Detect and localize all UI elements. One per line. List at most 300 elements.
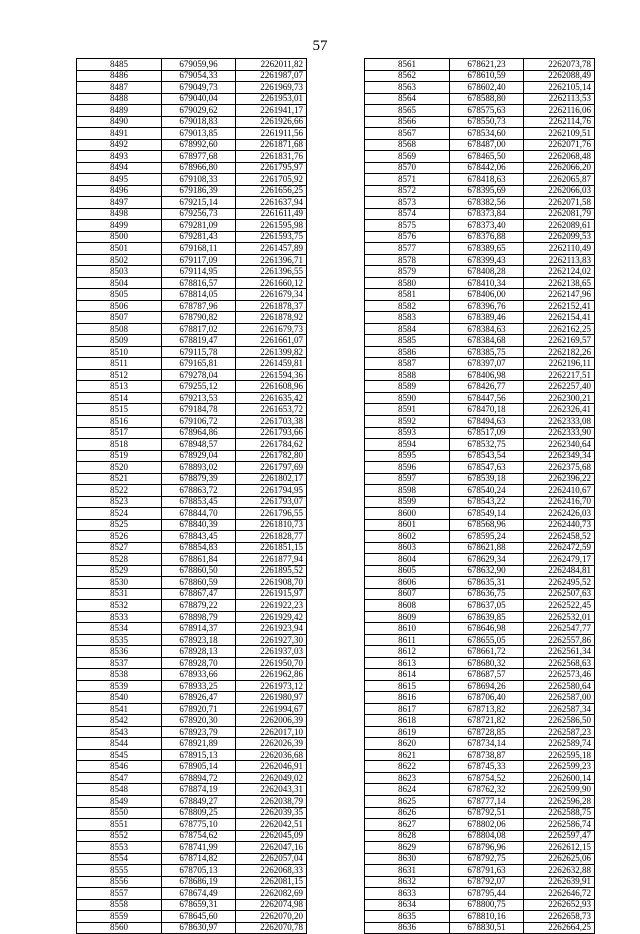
x-coordinate-cell: 678397,07 bbox=[450, 358, 524, 370]
table-row bbox=[77, 358, 307, 370]
table-row bbox=[365, 197, 595, 209]
y-coordinate-cell: 2262507,63 bbox=[524, 588, 595, 600]
table-row bbox=[77, 392, 307, 404]
x-coordinate-cell: 678630,97 bbox=[162, 922, 236, 934]
table-row bbox=[365, 473, 595, 485]
x-coordinate-cell: 678406,00 bbox=[450, 289, 524, 301]
y-coordinate-cell: 2261923,94 bbox=[236, 623, 307, 635]
y-coordinate-cell: 2262154,41 bbox=[524, 312, 595, 324]
table-row bbox=[365, 323, 595, 335]
y-coordinate-cell: 2262479,17 bbox=[524, 554, 595, 566]
y-coordinate-cell: 2261878,37 bbox=[236, 300, 307, 312]
x-coordinate-cell: 678762,32 bbox=[450, 784, 524, 796]
table-row bbox=[77, 623, 307, 635]
table-row bbox=[365, 381, 595, 393]
x-coordinate-cell: 678373,84 bbox=[450, 208, 524, 220]
y-coordinate-cell: 2262658,73 bbox=[524, 911, 595, 923]
table-row bbox=[77, 600, 307, 612]
x-coordinate-cell: 678977,68 bbox=[162, 151, 236, 163]
point-number-cell: 8562 bbox=[365, 70, 450, 82]
x-coordinate-cell: 678777,14 bbox=[450, 796, 524, 808]
y-coordinate-cell: 2261950,70 bbox=[236, 657, 307, 669]
x-coordinate-cell: 679281,09 bbox=[162, 220, 236, 232]
x-coordinate-cell: 678921,89 bbox=[162, 738, 236, 750]
point-number-cell: 8565 bbox=[365, 105, 450, 117]
point-number-cell: 8524 bbox=[77, 508, 162, 520]
table-row bbox=[365, 266, 595, 278]
x-coordinate-cell: 679281,43 bbox=[162, 231, 236, 243]
y-coordinate-cell: 2261915,97 bbox=[236, 588, 307, 600]
table-row bbox=[77, 254, 307, 266]
x-coordinate-cell: 678389,46 bbox=[450, 312, 524, 324]
x-coordinate-cell: 678384,63 bbox=[450, 323, 524, 335]
y-coordinate-cell: 2262105,14 bbox=[524, 82, 595, 94]
point-number-cell: 8584 bbox=[365, 323, 450, 335]
point-number-cell: 8556 bbox=[77, 876, 162, 888]
table-row bbox=[365, 542, 595, 554]
y-coordinate-cell: 2262068,33 bbox=[236, 865, 307, 877]
table-row bbox=[77, 784, 307, 796]
point-number-cell: 8635 bbox=[365, 911, 450, 923]
table-row bbox=[77, 116, 307, 128]
x-coordinate-cell: 678844,70 bbox=[162, 508, 236, 520]
point-number-cell: 8536 bbox=[77, 646, 162, 658]
x-coordinate-cell: 678621,88 bbox=[450, 542, 524, 554]
point-number-cell: 8555 bbox=[77, 865, 162, 877]
x-coordinate-cell: 678905,14 bbox=[162, 761, 236, 773]
table-row bbox=[77, 450, 307, 462]
point-number-cell: 8627 bbox=[365, 819, 450, 831]
y-coordinate-cell: 2261797,69 bbox=[236, 462, 307, 474]
y-coordinate-cell: 2261653,72 bbox=[236, 404, 307, 416]
point-number-cell: 8602 bbox=[365, 531, 450, 543]
table-row bbox=[77, 70, 307, 82]
point-number-cell: 8636 bbox=[365, 922, 450, 934]
table-body bbox=[77, 59, 307, 934]
point-number-cell: 8496 bbox=[77, 185, 162, 197]
y-coordinate-cell: 2262046,91 bbox=[236, 761, 307, 773]
table-row bbox=[365, 508, 595, 520]
x-coordinate-cell: 678517,09 bbox=[450, 427, 524, 439]
table-row bbox=[77, 346, 307, 358]
point-number-cell: 8499 bbox=[77, 220, 162, 232]
point-number-cell: 8506 bbox=[77, 300, 162, 312]
y-coordinate-cell: 2261593,75 bbox=[236, 231, 307, 243]
table-row bbox=[365, 346, 595, 358]
y-coordinate-cell: 2261802,17 bbox=[236, 473, 307, 485]
point-number-cell: 8611 bbox=[365, 634, 450, 646]
x-coordinate-cell: 678933,66 bbox=[162, 669, 236, 681]
table-row bbox=[365, 680, 595, 692]
point-number-cell: 8533 bbox=[77, 611, 162, 623]
point-number-cell: 8519 bbox=[77, 450, 162, 462]
x-coordinate-cell: 679106,72 bbox=[162, 415, 236, 427]
point-number-cell: 8535 bbox=[77, 634, 162, 646]
y-coordinate-cell: 2262587,34 bbox=[524, 703, 595, 715]
x-coordinate-cell: 678861,84 bbox=[162, 554, 236, 566]
table-row bbox=[77, 842, 307, 854]
table-row bbox=[365, 830, 595, 842]
table-row bbox=[365, 819, 595, 831]
table-row bbox=[77, 646, 307, 658]
table-row bbox=[365, 128, 595, 140]
table-row bbox=[77, 657, 307, 669]
table-row bbox=[365, 703, 595, 715]
x-coordinate-cell: 678674,49 bbox=[162, 888, 236, 900]
x-coordinate-cell: 678705,13 bbox=[162, 865, 236, 877]
x-coordinate-cell: 678465,50 bbox=[450, 151, 524, 163]
y-coordinate-cell: 2261941,17 bbox=[236, 105, 307, 117]
x-coordinate-cell: 678893,02 bbox=[162, 462, 236, 474]
y-coordinate-cell: 2262326,41 bbox=[524, 404, 595, 416]
point-number-cell: 8626 bbox=[365, 807, 450, 819]
x-coordinate-cell: 679168,11 bbox=[162, 243, 236, 255]
table-row bbox=[77, 611, 307, 623]
table-row bbox=[365, 888, 595, 900]
y-coordinate-cell: 2261878,92 bbox=[236, 312, 307, 324]
table-row bbox=[77, 59, 307, 71]
table-row bbox=[365, 772, 595, 784]
point-number-cell: 8532 bbox=[77, 600, 162, 612]
x-coordinate-cell: 678680,32 bbox=[450, 657, 524, 669]
point-number-cell: 8527 bbox=[77, 542, 162, 554]
y-coordinate-cell: 2261782,80 bbox=[236, 450, 307, 462]
table-row bbox=[365, 911, 595, 923]
x-coordinate-cell: 679013,85 bbox=[162, 128, 236, 140]
point-number-cell: 8498 bbox=[77, 208, 162, 220]
y-coordinate-cell: 2262257,40 bbox=[524, 381, 595, 393]
x-coordinate-cell: 678713,82 bbox=[450, 703, 524, 715]
x-coordinate-cell: 678933,25 bbox=[162, 680, 236, 692]
point-number-cell: 8625 bbox=[365, 796, 450, 808]
y-coordinate-cell: 2262045,09 bbox=[236, 830, 307, 842]
x-coordinate-cell: 678754,62 bbox=[162, 830, 236, 842]
y-coordinate-cell: 2262099,53 bbox=[524, 231, 595, 243]
y-coordinate-cell: 2262625,06 bbox=[524, 853, 595, 865]
point-number-cell: 8573 bbox=[365, 197, 450, 209]
x-coordinate-cell: 678487,00 bbox=[450, 139, 524, 151]
point-number-cell: 8622 bbox=[365, 761, 450, 773]
y-coordinate-cell: 2261922,23 bbox=[236, 600, 307, 612]
table-row bbox=[77, 726, 307, 738]
x-coordinate-cell: 678399,43 bbox=[450, 254, 524, 266]
x-coordinate-cell: 679108,33 bbox=[162, 174, 236, 186]
x-coordinate-cell: 678879,39 bbox=[162, 473, 236, 485]
table-row bbox=[77, 922, 307, 934]
point-number-cell: 8583 bbox=[365, 312, 450, 324]
x-coordinate-cell: 679114,95 bbox=[162, 266, 236, 278]
y-coordinate-cell: 2262522,45 bbox=[524, 600, 595, 612]
point-number-cell: 8559 bbox=[77, 911, 162, 923]
point-number-cell: 8563 bbox=[365, 82, 450, 94]
table-row bbox=[77, 542, 307, 554]
y-coordinate-cell: 2262065,87 bbox=[524, 174, 595, 186]
table-row bbox=[77, 82, 307, 94]
x-coordinate-cell: 678795,44 bbox=[450, 888, 524, 900]
y-coordinate-cell: 2262632,88 bbox=[524, 865, 595, 877]
point-number-cell: 8528 bbox=[77, 554, 162, 566]
table-row bbox=[365, 784, 595, 796]
point-number-cell: 8540 bbox=[77, 692, 162, 704]
point-number-cell: 8613 bbox=[365, 657, 450, 669]
table-row bbox=[365, 105, 595, 117]
y-coordinate-cell: 2261457,89 bbox=[236, 243, 307, 255]
table-row bbox=[365, 139, 595, 151]
y-coordinate-cell: 2261929,42 bbox=[236, 611, 307, 623]
point-number-cell: 8574 bbox=[365, 208, 450, 220]
table-row bbox=[77, 565, 307, 577]
y-coordinate-cell: 2262586,74 bbox=[524, 819, 595, 831]
x-coordinate-cell: 679256,73 bbox=[162, 208, 236, 220]
y-coordinate-cell: 2262484,81 bbox=[524, 565, 595, 577]
y-coordinate-cell: 2262116,06 bbox=[524, 105, 595, 117]
point-number-cell: 8554 bbox=[77, 853, 162, 865]
point-number-cell: 8552 bbox=[77, 830, 162, 842]
point-number-cell: 8534 bbox=[77, 623, 162, 635]
y-coordinate-cell: 2261795,97 bbox=[236, 162, 307, 174]
table-row bbox=[77, 738, 307, 750]
y-coordinate-cell: 2262587,23 bbox=[524, 726, 595, 738]
y-coordinate-cell: 2262071,58 bbox=[524, 197, 595, 209]
table-row bbox=[77, 485, 307, 497]
x-coordinate-cell: 678396,76 bbox=[450, 300, 524, 312]
table-row bbox=[77, 185, 307, 197]
point-number-cell: 8631 bbox=[365, 865, 450, 877]
table-row bbox=[77, 577, 307, 589]
point-number-cell: 8564 bbox=[365, 93, 450, 105]
x-coordinate-cell: 678920,71 bbox=[162, 703, 236, 715]
y-coordinate-cell: 2262333,08 bbox=[524, 415, 595, 427]
y-coordinate-cell: 2261810,73 bbox=[236, 519, 307, 531]
point-number-cell: 8520 bbox=[77, 462, 162, 474]
x-coordinate-cell: 678860,59 bbox=[162, 577, 236, 589]
y-coordinate-cell: 2262057,04 bbox=[236, 853, 307, 865]
x-coordinate-cell: 678853,45 bbox=[162, 496, 236, 508]
point-number-cell: 8515 bbox=[77, 404, 162, 416]
point-number-cell: 8551 bbox=[77, 819, 162, 831]
point-number-cell: 8526 bbox=[77, 531, 162, 543]
x-coordinate-cell: 678686,19 bbox=[162, 876, 236, 888]
table-row bbox=[365, 715, 595, 727]
x-coordinate-cell: 678928,70 bbox=[162, 657, 236, 669]
point-number-cell: 8629 bbox=[365, 842, 450, 854]
x-coordinate-cell: 679165,81 bbox=[162, 358, 236, 370]
table-row bbox=[365, 185, 595, 197]
point-number-cell: 8576 bbox=[365, 231, 450, 243]
point-number-cell: 8516 bbox=[77, 415, 162, 427]
x-coordinate-cell: 678745,33 bbox=[450, 761, 524, 773]
x-coordinate-cell: 678800,75 bbox=[450, 899, 524, 911]
table-row bbox=[365, 646, 595, 658]
x-coordinate-cell: 678817,02 bbox=[162, 323, 236, 335]
x-coordinate-cell: 678819,47 bbox=[162, 335, 236, 347]
x-coordinate-cell: 678540,24 bbox=[450, 485, 524, 497]
point-number-cell: 8522 bbox=[77, 485, 162, 497]
table-row bbox=[77, 427, 307, 439]
table-row bbox=[365, 427, 595, 439]
point-number-cell: 8593 bbox=[365, 427, 450, 439]
y-coordinate-cell: 2262082,69 bbox=[236, 888, 307, 900]
y-coordinate-cell: 2261877,94 bbox=[236, 554, 307, 566]
point-number-cell: 8490 bbox=[77, 116, 162, 128]
table-row bbox=[365, 358, 595, 370]
x-coordinate-cell: 678646,98 bbox=[450, 623, 524, 635]
point-number-cell: 8599 bbox=[365, 496, 450, 508]
table-row bbox=[77, 554, 307, 566]
x-coordinate-cell: 678787,96 bbox=[162, 300, 236, 312]
y-coordinate-cell: 2262039,35 bbox=[236, 807, 307, 819]
point-number-cell: 8530 bbox=[77, 577, 162, 589]
x-coordinate-cell: 678632,90 bbox=[450, 565, 524, 577]
table-row bbox=[365, 531, 595, 543]
point-number-cell: 8557 bbox=[77, 888, 162, 900]
table-row bbox=[365, 876, 595, 888]
table-row bbox=[365, 761, 595, 773]
point-number-cell: 8621 bbox=[365, 749, 450, 761]
y-coordinate-cell: 2262396,22 bbox=[524, 473, 595, 485]
x-coordinate-cell: 678854,83 bbox=[162, 542, 236, 554]
point-number-cell: 8542 bbox=[77, 715, 162, 727]
point-number-cell: 8587 bbox=[365, 358, 450, 370]
table-row bbox=[77, 105, 307, 117]
y-coordinate-cell: 2262011,82 bbox=[236, 59, 307, 71]
table-row bbox=[77, 151, 307, 163]
y-coordinate-cell: 2261661,07 bbox=[236, 335, 307, 347]
point-number-cell: 8628 bbox=[365, 830, 450, 842]
table-row bbox=[77, 415, 307, 427]
x-coordinate-cell: 679029,62 bbox=[162, 105, 236, 117]
point-number-cell: 8503 bbox=[77, 266, 162, 278]
y-coordinate-cell: 2262333,90 bbox=[524, 427, 595, 439]
table-row bbox=[77, 462, 307, 474]
table-row bbox=[77, 162, 307, 174]
table-row bbox=[365, 174, 595, 186]
point-number-cell: 8489 bbox=[77, 105, 162, 117]
x-coordinate-cell: 678898,79 bbox=[162, 611, 236, 623]
point-number-cell: 8497 bbox=[77, 197, 162, 209]
x-coordinate-cell: 678915,13 bbox=[162, 749, 236, 761]
y-coordinate-cell: 2262639,91 bbox=[524, 876, 595, 888]
y-coordinate-cell: 2262600,14 bbox=[524, 772, 595, 784]
y-coordinate-cell: 2262612,15 bbox=[524, 842, 595, 854]
table-row bbox=[365, 554, 595, 566]
y-coordinate-cell: 2262049,02 bbox=[236, 772, 307, 784]
table-row bbox=[77, 381, 307, 393]
point-number-cell: 8541 bbox=[77, 703, 162, 715]
table-row bbox=[77, 323, 307, 335]
table-row bbox=[365, 922, 595, 934]
x-coordinate-cell: 678792,51 bbox=[450, 807, 524, 819]
x-coordinate-cell: 678550,73 bbox=[450, 116, 524, 128]
y-coordinate-cell: 2261926,66 bbox=[236, 116, 307, 128]
x-coordinate-cell: 678879,22 bbox=[162, 600, 236, 612]
x-coordinate-cell: 678645,60 bbox=[162, 911, 236, 923]
y-coordinate-cell: 2261908,70 bbox=[236, 577, 307, 589]
y-coordinate-cell: 2261793,66 bbox=[236, 427, 307, 439]
table-row bbox=[77, 439, 307, 451]
table-row bbox=[77, 174, 307, 186]
x-coordinate-cell: 678543,22 bbox=[450, 496, 524, 508]
point-number-cell: 8598 bbox=[365, 485, 450, 497]
table-row bbox=[77, 208, 307, 220]
x-coordinate-cell: 679040,04 bbox=[162, 93, 236, 105]
x-coordinate-cell: 678721,82 bbox=[450, 715, 524, 727]
point-number-cell: 8588 bbox=[365, 369, 450, 381]
y-coordinate-cell: 2262081,79 bbox=[524, 208, 595, 220]
x-coordinate-cell: 678384,68 bbox=[450, 335, 524, 347]
y-coordinate-cell: 2262597,47 bbox=[524, 830, 595, 842]
point-number-cell: 8590 bbox=[365, 392, 450, 404]
table-row bbox=[77, 669, 307, 681]
y-coordinate-cell: 2261635,42 bbox=[236, 392, 307, 404]
table-row bbox=[77, 93, 307, 105]
y-coordinate-cell: 2262595,18 bbox=[524, 749, 595, 761]
y-coordinate-cell: 2262561,34 bbox=[524, 646, 595, 658]
table-row bbox=[77, 807, 307, 819]
y-coordinate-cell: 2262196,11 bbox=[524, 358, 595, 370]
y-coordinate-cell: 2262036,68 bbox=[236, 749, 307, 761]
x-coordinate-cell: 678792,75 bbox=[450, 853, 524, 865]
x-coordinate-cell: 678992,60 bbox=[162, 139, 236, 151]
point-number-cell: 8601 bbox=[365, 519, 450, 531]
table-row bbox=[77, 853, 307, 865]
table-row bbox=[365, 634, 595, 646]
x-coordinate-cell: 678376,88 bbox=[450, 231, 524, 243]
y-coordinate-cell: 2261973,12 bbox=[236, 680, 307, 692]
x-coordinate-cell: 678568,96 bbox=[450, 519, 524, 531]
x-coordinate-cell: 679215,14 bbox=[162, 197, 236, 209]
point-number-cell: 8507 bbox=[77, 312, 162, 324]
point-number-cell: 8512 bbox=[77, 369, 162, 381]
y-coordinate-cell: 2262588,75 bbox=[524, 807, 595, 819]
y-coordinate-cell: 2261962,86 bbox=[236, 669, 307, 681]
x-coordinate-cell: 678532,75 bbox=[450, 439, 524, 451]
y-coordinate-cell: 2262006,39 bbox=[236, 715, 307, 727]
table-row bbox=[365, 312, 595, 324]
x-coordinate-cell: 678447,56 bbox=[450, 392, 524, 404]
y-coordinate-cell: 2262110,49 bbox=[524, 243, 595, 255]
y-coordinate-cell: 2262495,52 bbox=[524, 577, 595, 589]
x-coordinate-cell: 678494,63 bbox=[450, 415, 524, 427]
point-number-cell: 8617 bbox=[365, 703, 450, 715]
point-number-cell: 8600 bbox=[365, 508, 450, 520]
point-number-cell: 8618 bbox=[365, 715, 450, 727]
point-number-cell: 8485 bbox=[77, 59, 162, 71]
table-row bbox=[365, 577, 595, 589]
x-coordinate-cell: 678595,24 bbox=[450, 531, 524, 543]
x-coordinate-cell: 678539,18 bbox=[450, 473, 524, 485]
y-coordinate-cell: 2261794,95 bbox=[236, 485, 307, 497]
x-coordinate-cell: 678639,85 bbox=[450, 611, 524, 623]
x-coordinate-cell: 678791,63 bbox=[450, 865, 524, 877]
y-coordinate-cell: 2262416,70 bbox=[524, 496, 595, 508]
table-row bbox=[77, 473, 307, 485]
x-coordinate-cell: 678543,54 bbox=[450, 450, 524, 462]
table-row bbox=[77, 128, 307, 140]
y-coordinate-cell: 2262162,25 bbox=[524, 323, 595, 335]
x-coordinate-cell: 678966,80 bbox=[162, 162, 236, 174]
point-number-cell: 8589 bbox=[365, 381, 450, 393]
table-row bbox=[77, 312, 307, 324]
y-coordinate-cell: 2261396,71 bbox=[236, 254, 307, 266]
y-coordinate-cell: 2262109,51 bbox=[524, 128, 595, 140]
x-coordinate-cell: 678928,13 bbox=[162, 646, 236, 658]
point-number-cell: 8493 bbox=[77, 151, 162, 163]
x-coordinate-cell: 678621,23 bbox=[450, 59, 524, 71]
point-number-cell: 8502 bbox=[77, 254, 162, 266]
table-row bbox=[77, 749, 307, 761]
table-row bbox=[77, 703, 307, 715]
